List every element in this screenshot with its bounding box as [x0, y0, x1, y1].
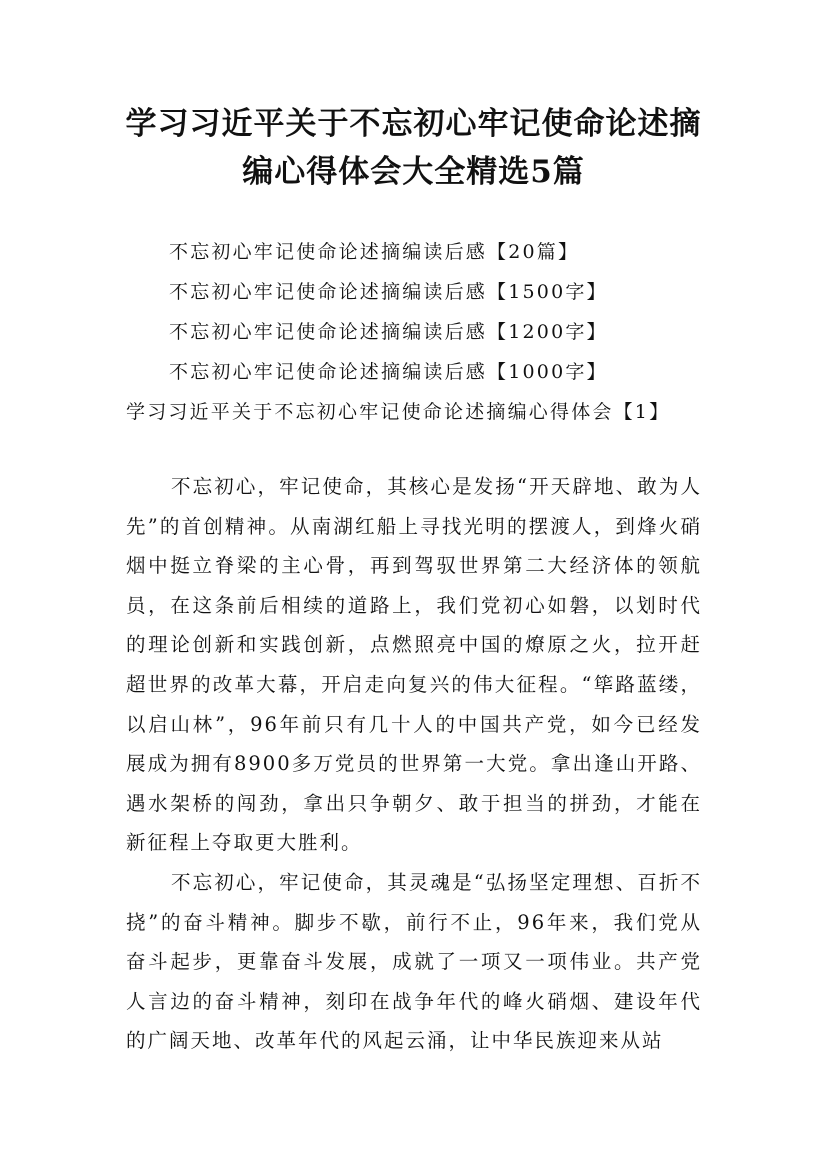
body-paragraph-2: 不忘初心，牢记使命，其灵魂是“弘扬坚定理想、百折不挠”的奋斗精神。脚步不歇，前行不止，96年来，我们党从奋斗起步，更靠奋斗发展，成就了一项又一项伟业。共产党人言边的奋斗精神，刻印在战争年代的峰火硝烟、建设年代的广阔天地、改革年代的风起云涌，让中华民族迎来从站 [126, 870, 702, 1053]
toc-item-2: 不忘初心牢记使命论述摘编读后感【1500字】 [169, 281, 608, 303]
toc-item-5: 学习习近平关于不忘初心牢记使命论述摘编心得体会【1】 [126, 401, 671, 423]
body-paragraph-1: 不忘初心，牢记使命，其核心是发扬“开天辟地、敢为人先”的首创精神。从南湖红船上寻找光明的摆渡人，到烽火硝烟中挺立脊梁的主心骨，再到驾驭世界第二大经济体的领航员，在这条前后相续的道路上，我们党初心如磐，以划时代的理论创新和实践创新，点燃照亮中国的燎原之火，拉开赶超世界的改革大幕，开启走向复兴的伟大征程。“筚路蓝缕，以启山林”，96年前只有几十人的中国共产党，如今已经发展成为拥有8900多万党员的世界第一大党。拿出逢山开路、遇水架桥的闯劲，拿出只争朝夕、敢于担当的拼劲，才能在新征程上夺取更大胜利。 [126, 475, 702, 855]
title-line-1: 学习习近平关于不忘初心牢记使命论述摘 [125, 106, 702, 142]
toc-item-3: 不忘初心牢记使命论述摘编读后感【1200字】 [169, 321, 608, 343]
toc-item-4: 不忘初心牢记使命论述摘编读后感【1000字】 [169, 361, 608, 383]
toc-item-1: 不忘初心牢记使命论述摘编读后感【20篇】 [169, 241, 580, 263]
title-line-2: 编心得体会大全精选5篇 [242, 154, 585, 190]
article-body [126, 467, 702, 1061]
document-title [100, 100, 727, 196]
